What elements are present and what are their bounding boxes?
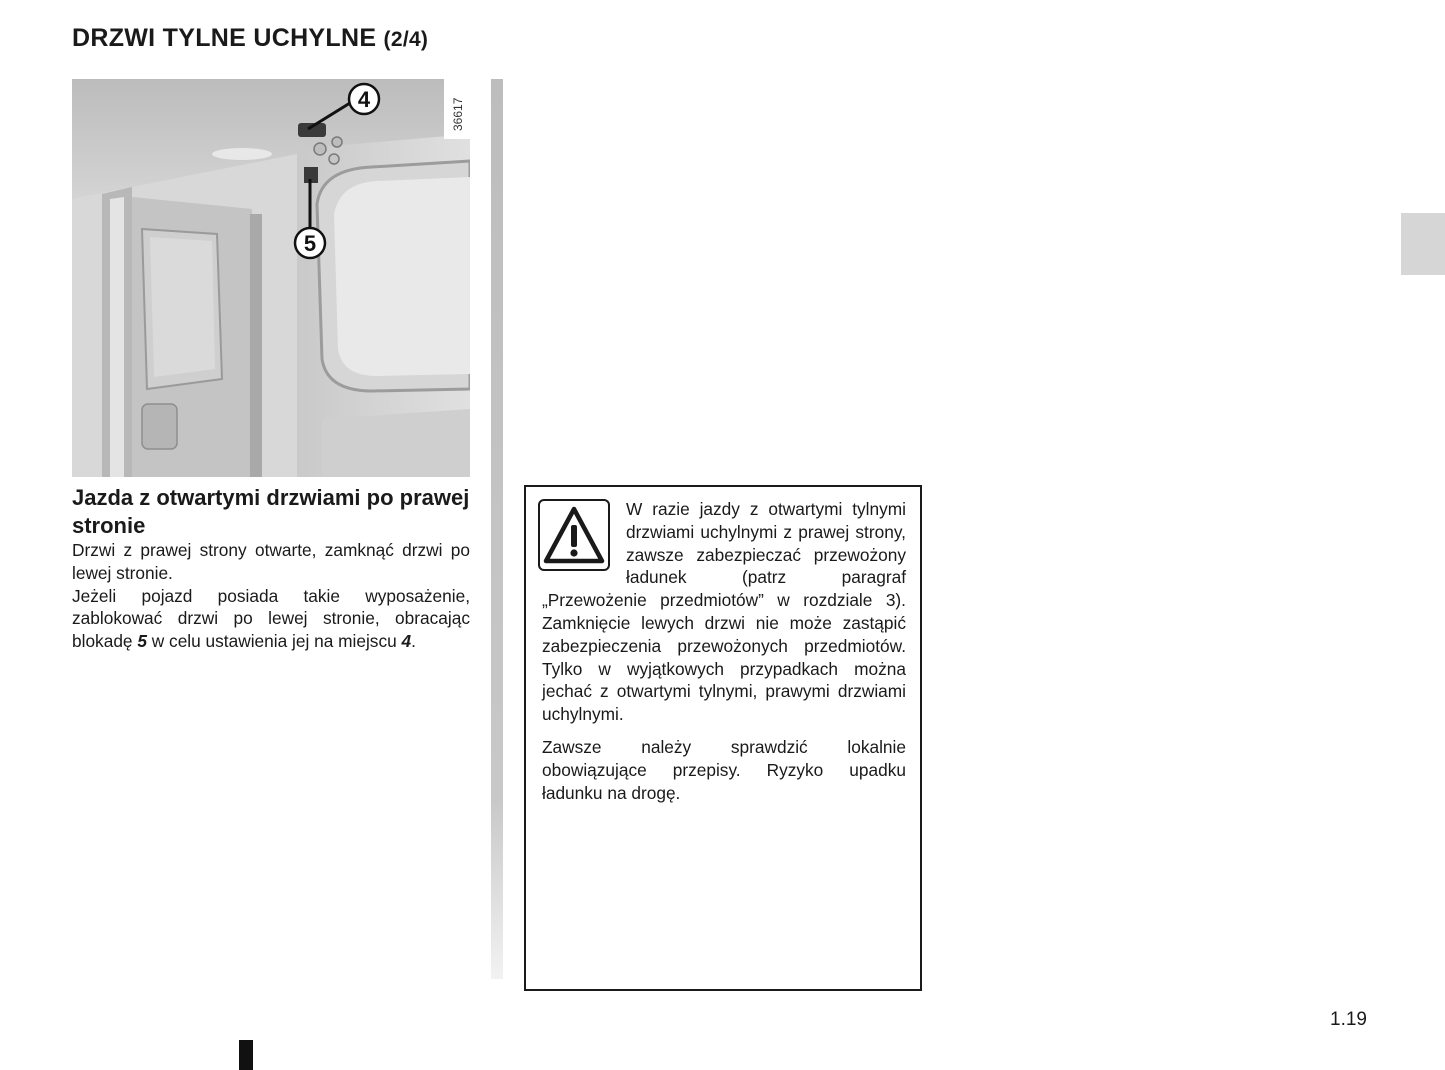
warning-paragraph-1: W razie jazdy z otwartymi tylnymi drzwiami uchylnymi z prawej strony, zawsze zabezpieczać przewożony ładunek (patrz paragraf „Przewożenie przedmiotów” w rozdziale 3). Zamknięcie lewych drzwi nie może zastąpić zabezpieczenia przewożonych przedmiotów. Tylko w wyjątkowych przypadkach można jechać z otwartymi tylnymi, prawymi drzwiami uchylnymi.: [542, 499, 906, 725]
section-body: [72, 539, 470, 653]
illustration-svg: [72, 79, 470, 477]
figure-ref-code: 36617: [451, 97, 465, 131]
column-divider: [491, 79, 503, 979]
page-title-part: (2/4): [383, 28, 429, 51]
print-mark: [239, 1040, 253, 1070]
callout-4: 4: [357, 87, 371, 112]
warning-box: [524, 485, 922, 991]
ref-position-4: 4: [401, 631, 412, 652]
van-rear-doors-illustration: [72, 79, 470, 477]
page-title-text: DRZWI TYLNE UCHYLNE: [72, 24, 377, 52]
page-title: [72, 24, 428, 53]
warning-paragraph-2: Zawsze należy sprawdzić lokalnie obowiązujące przepisy. Ryzyko upadku ładunku na drogę.: [542, 736, 906, 803]
warning-text: [542, 498, 906, 814]
icon-spacer: [542, 498, 626, 586]
section-paragraph-1: Drzwi z prawej strony otwarte, zamknąć drzwi po lewej stronie.: [72, 540, 470, 583]
page-number: 1.19: [1330, 1009, 1367, 1030]
ref-lock-5: 5: [137, 631, 147, 652]
paragraph-2-text-b: w celu ustawienia jej na miejscu: [146, 631, 402, 652]
paragraph-2-text-a: Jeżeli pojazd posiada takie wyposażenie, zablokować drzwi po lewej stronie, obracając blokadę: [72, 585, 470, 652]
callout-5: 5: [303, 231, 317, 256]
section-heading: Jazda z otwartymi drzwiami po prawej stronie: [72, 485, 470, 538]
paragraph-2-text-c: .: [411, 631, 416, 652]
chapter-tab-marker: [1401, 213, 1445, 275]
section-paragraph-2: [72, 585, 470, 653]
